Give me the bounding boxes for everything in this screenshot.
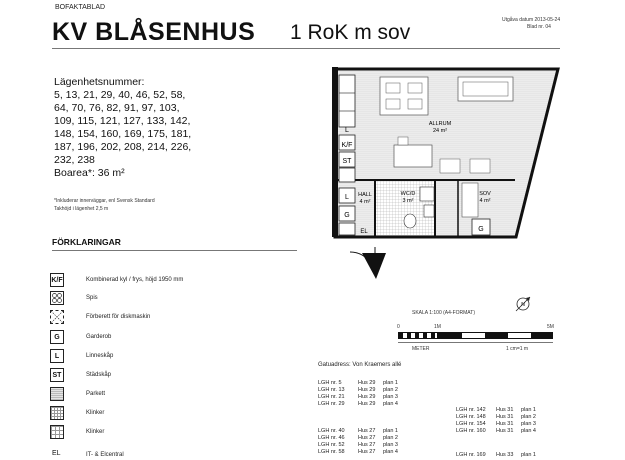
table-row: LGH nr. 13 Hus 29 plan 2 bbox=[318, 387, 398, 393]
parquet-swatch bbox=[50, 387, 64, 401]
living-area: Boarea*: 36 m² bbox=[54, 167, 125, 179]
compass-icon bbox=[512, 293, 534, 315]
legend-label: Spis bbox=[86, 295, 98, 301]
cabinet-label: G bbox=[344, 212, 350, 219]
table-row: LGH nr. 58 Hus 27 plan 4 bbox=[318, 449, 398, 455]
scale-label: SKALA 1:100 (A4-FORMAT) bbox=[412, 310, 475, 316]
legend-divider bbox=[52, 250, 297, 251]
scale-tick: 0 bbox=[397, 324, 400, 330]
apartment-line: 187, 196, 202, 208, 214, 226, bbox=[54, 141, 192, 153]
ceiling-note: Takhöjd i lägenhet 2,5 m bbox=[54, 206, 109, 212]
table-row: LGH nr. 29 Hus 29 plan 4 bbox=[318, 401, 398, 407]
page-subtitle: 1 RoK m sov bbox=[290, 21, 411, 44]
scale-bar bbox=[398, 332, 553, 339]
room-label-wcd: WC/D bbox=[400, 191, 416, 197]
legend-symbol-kf: K/F bbox=[50, 273, 64, 287]
room-area-sov: 4 m² bbox=[479, 198, 491, 204]
table-row: LGH nr. 169 Hus 33 plan 1 bbox=[456, 452, 536, 458]
header-divider bbox=[52, 48, 560, 49]
table-row: LGH nr. 5 Hus 29 plan 1 bbox=[318, 380, 398, 386]
apartment-line: 232, 238 bbox=[54, 154, 95, 166]
apartment-info bbox=[54, 76, 191, 180]
sheet-number: Blad nr. 04 bbox=[527, 24, 551, 30]
table-row: LGH nr. 148 Hus 31 plan 2 bbox=[456, 414, 536, 420]
page-title: KV BLÅSENHUS bbox=[52, 18, 256, 46]
table-row: LGH nr. 52 Hus 27 plan 3 bbox=[318, 442, 398, 448]
room-area-hall: 4 m² bbox=[359, 199, 371, 205]
apartment-heading: Lägenhetsnummer: bbox=[54, 76, 145, 88]
legend-label: Städskåp bbox=[86, 372, 112, 378]
legend-label: Parkett bbox=[86, 391, 106, 397]
legend-label: IT- & Elcentral bbox=[86, 452, 124, 458]
tile-swatch bbox=[50, 406, 64, 420]
floor-plan bbox=[320, 55, 565, 285]
stove-icon bbox=[50, 291, 64, 305]
scale-tick: 1M bbox=[434, 324, 441, 330]
room-area-wcd: 3 m² bbox=[402, 198, 414, 204]
scale-unit: METER bbox=[412, 346, 430, 352]
legend-symbol-el: EL bbox=[52, 450, 61, 457]
table-row: LGH nr. 154 Hus 31 plan 3 bbox=[456, 421, 536, 427]
area-note: *Inkluderar innerväggar, enl Svensk Standard bbox=[54, 198, 155, 204]
issue-date: Utgåva datum 2013-05-24 bbox=[502, 17, 561, 23]
legend-symbol-l: L bbox=[50, 349, 64, 363]
apartment-line: 109, 115, 121, 127, 133, 142, bbox=[54, 115, 191, 127]
svg-text:N: N bbox=[521, 302, 525, 308]
scale-ratio: 1 cm=1 m bbox=[506, 346, 529, 352]
room-area-allrum: 24 m² bbox=[432, 128, 448, 134]
legend-label: Garderob bbox=[86, 334, 112, 340]
cabinet-label: EL bbox=[360, 229, 368, 235]
scale-tick: 5M bbox=[547, 324, 554, 330]
apartment-line: 64, 70, 76, 82, 91, 97, 103, bbox=[54, 102, 180, 114]
cabinet-label: K/F bbox=[341, 142, 353, 149]
legend-symbol-st: ST bbox=[50, 368, 64, 382]
cabinet-label: L bbox=[345, 194, 349, 201]
legend-label: Klinker bbox=[86, 429, 105, 435]
cabinet-label: L bbox=[345, 127, 349, 134]
table-row: LGH nr. 40 Hus 27 plan 1 bbox=[318, 428, 398, 434]
legend-label: Förberett för diskmaskin bbox=[86, 314, 151, 320]
scale-divider bbox=[398, 342, 553, 343]
legend-heading: FÖRKLARINGAR bbox=[52, 237, 121, 247]
room-label-allrum: ALLRUM bbox=[428, 121, 452, 127]
street-address: Gatuadress: Von Kraemers allé bbox=[318, 362, 402, 368]
legend-symbol-g: G bbox=[50, 330, 64, 344]
apartment-line: 5, 13, 21, 29, 40, 46, 52, 58, bbox=[54, 89, 186, 101]
room-label-hall: HALL bbox=[358, 192, 372, 198]
legend-label: Klinker bbox=[86, 410, 105, 416]
doc-label: BOFAKTABLAD bbox=[55, 4, 106, 11]
room-label-sov: SOV bbox=[479, 191, 491, 197]
tile-swatch-alt bbox=[50, 425, 64, 439]
table-row: LGH nr. 46 Hus 27 plan 2 bbox=[318, 435, 398, 441]
table-row: LGH nr. 142 Hus 31 plan 1 bbox=[456, 407, 536, 413]
dishwasher-icon bbox=[50, 310, 64, 324]
cabinet-label: G bbox=[478, 226, 484, 233]
legend-label: Kombinerad kyl / frys, höjd 1950 mm bbox=[86, 277, 184, 283]
table-row: LGH nr. 160 Hus 31 plan 4 bbox=[456, 428, 536, 434]
table-row: LGH nr. 21 Hus 29 plan 3 bbox=[318, 394, 398, 400]
cabinet-label: ST bbox=[342, 158, 352, 165]
legend-label: Linneskåp bbox=[86, 353, 114, 359]
apartment-line: 148, 154, 160, 169, 175, 181, bbox=[54, 128, 192, 140]
